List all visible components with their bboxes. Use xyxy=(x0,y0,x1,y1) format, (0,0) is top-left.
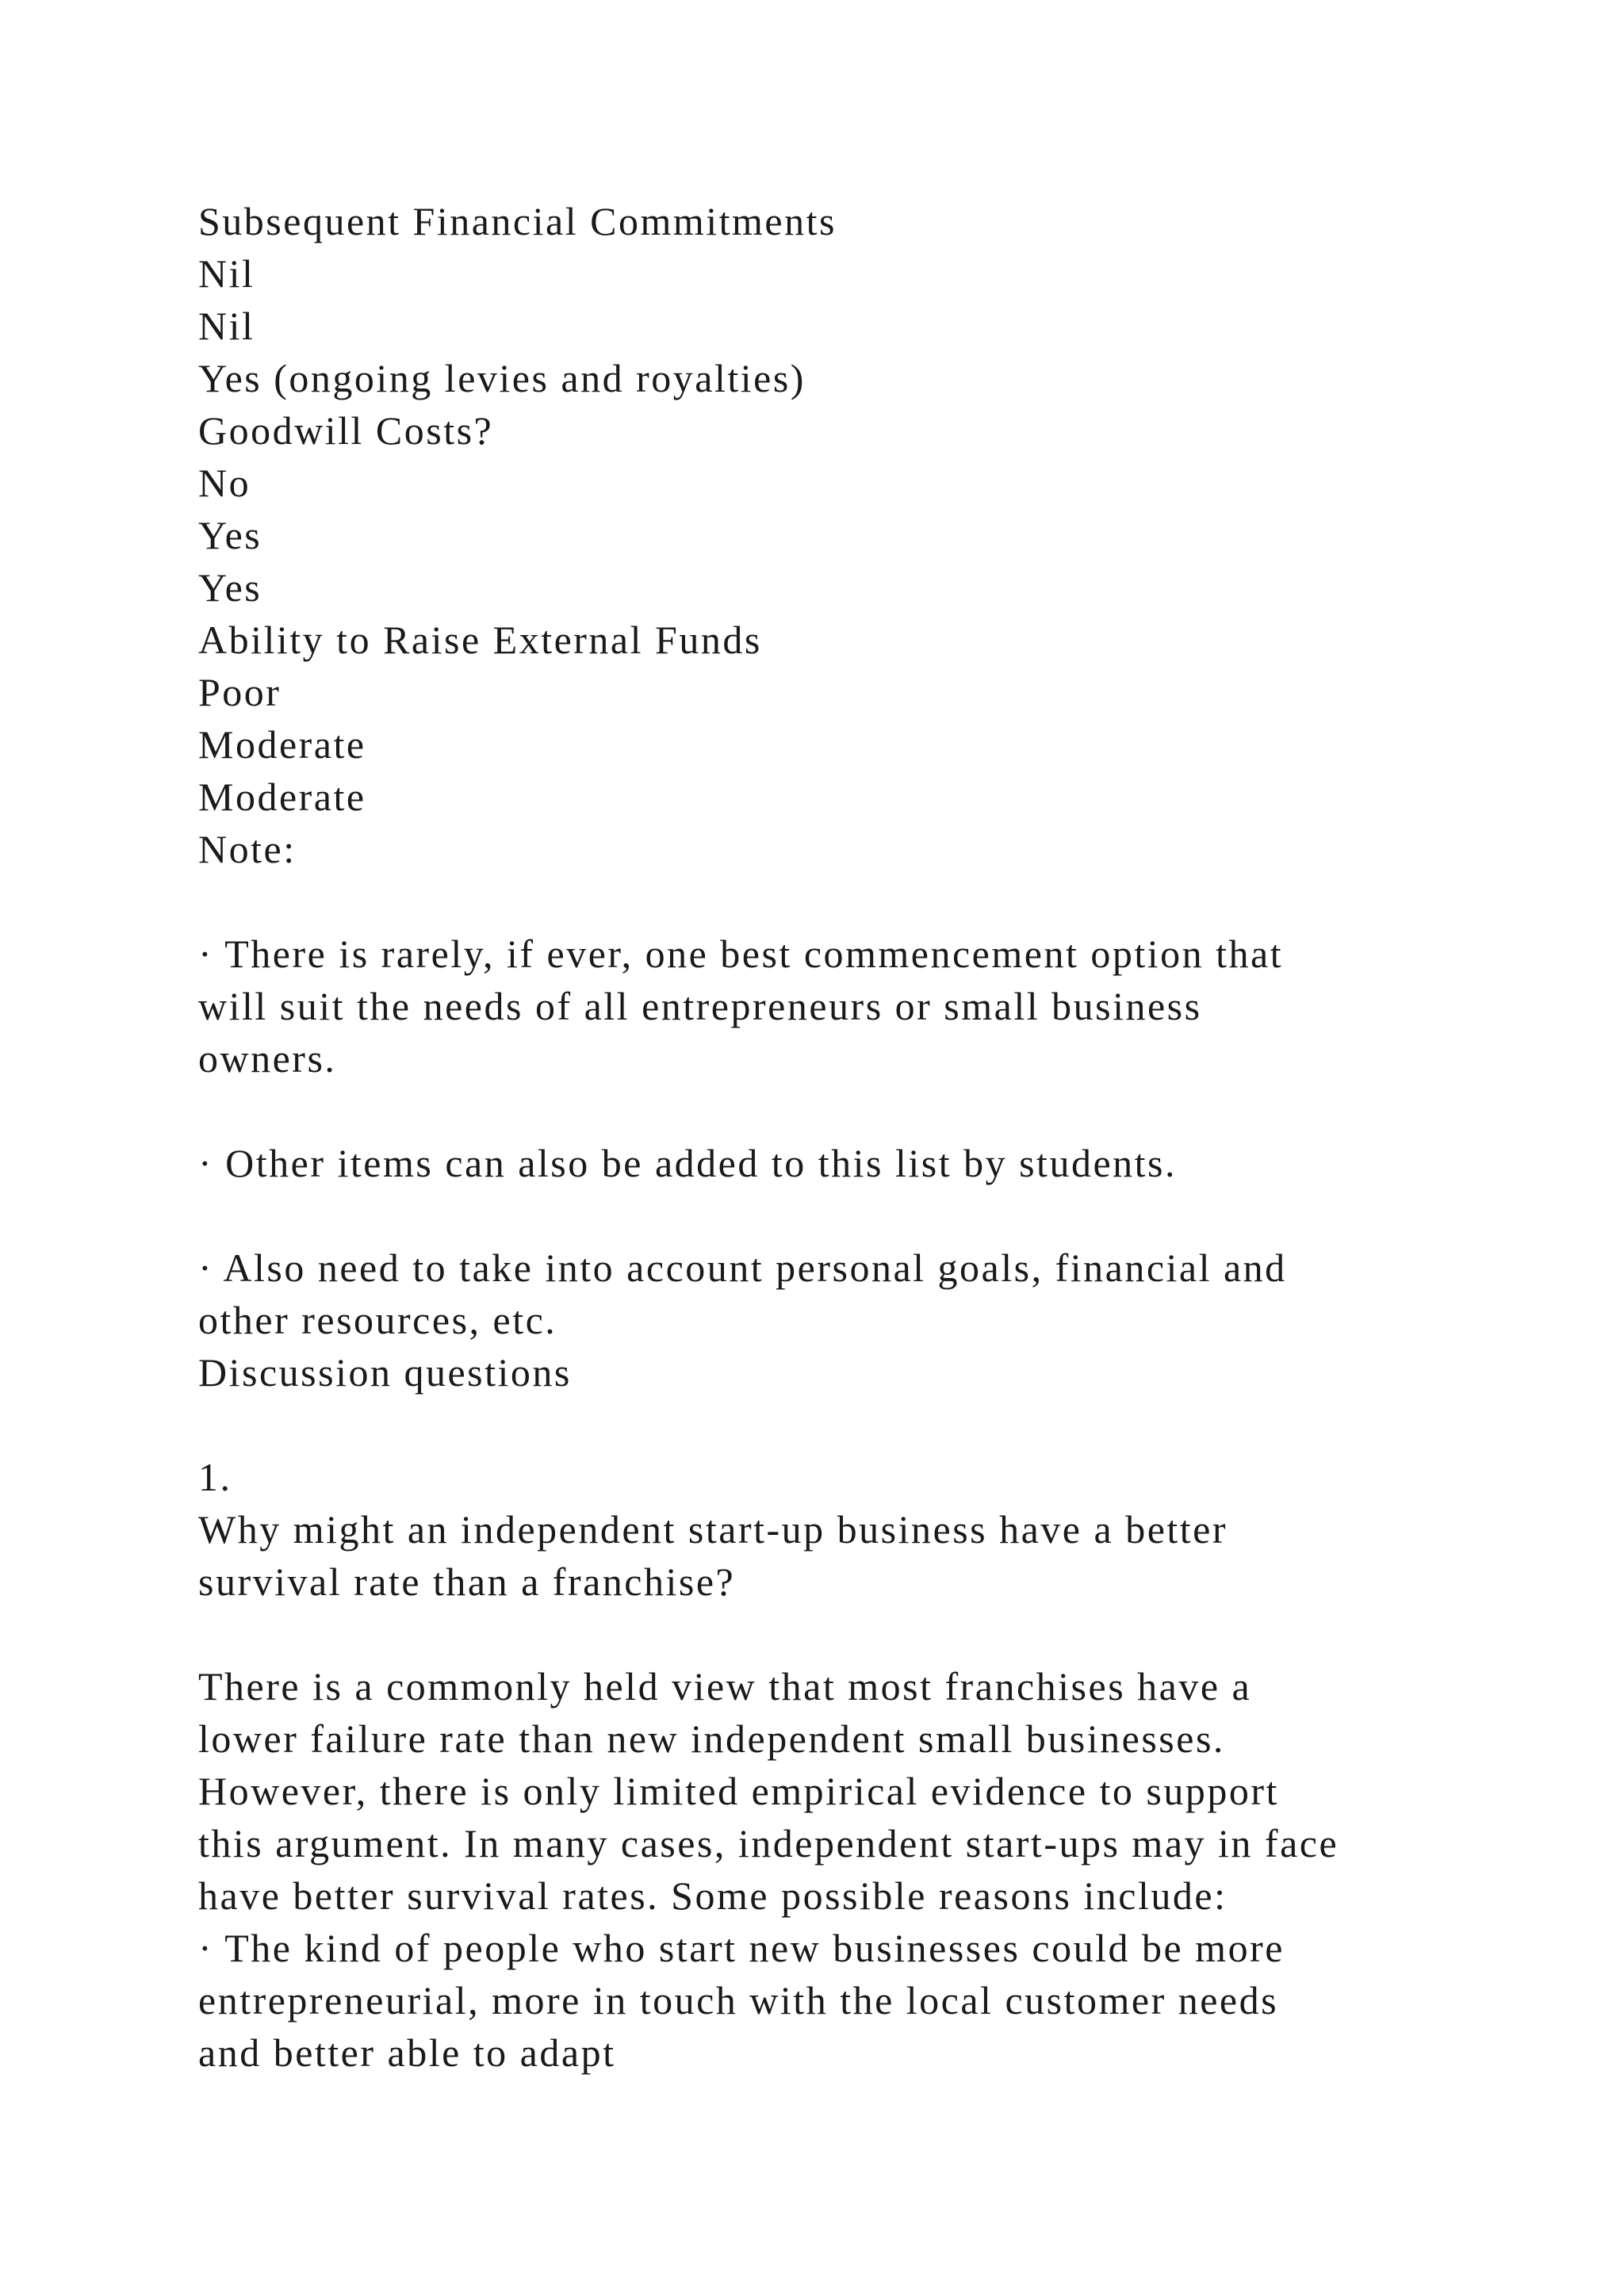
document-page xyxy=(198,195,1515,2079)
row-label: Subsequent Financial Commitments xyxy=(198,199,837,243)
answer-line: However, there is only limited empirical evidence to support xyxy=(198,1769,1279,1813)
answer-paragraph xyxy=(198,1660,1515,1922)
answer-line: There is a commonly held view that most franchises have a xyxy=(198,1664,1252,1709)
spacer xyxy=(198,1399,1515,1451)
bullet-line: other resources, etc. xyxy=(198,1298,557,1342)
comparison-row-financial-commitments xyxy=(198,195,1515,404)
row-value: Yes xyxy=(198,565,262,610)
row-value: No xyxy=(198,461,251,505)
bullet-line: · The kind of people who start new businesses could be more xyxy=(198,1926,1285,1970)
question-text xyxy=(198,1503,1515,1608)
comparison-row-goodwill-costs xyxy=(198,404,1515,614)
row-label: Goodwill Costs? xyxy=(198,408,494,453)
note-bullet xyxy=(198,1137,1515,1189)
row-value: Moderate xyxy=(198,722,366,767)
answer-line: this argument. In many cases, independent start-ups may in face xyxy=(198,1821,1339,1866)
row-value: Nil xyxy=(198,251,255,296)
question-number: 1. xyxy=(198,1455,232,1499)
question-line: Why might an independent start-up business have a better xyxy=(198,1507,1228,1552)
row-value: Poor xyxy=(198,670,282,714)
row-label: Ability to Raise External Funds xyxy=(198,618,762,662)
row-value: Yes xyxy=(198,513,262,557)
bullet-line: · There is rarely, if ever, one best commencement option that xyxy=(198,932,1284,976)
note-bullet xyxy=(198,1242,1515,1346)
spacer xyxy=(198,875,1515,928)
bullet-line: owners. xyxy=(198,1036,337,1081)
discussion-heading: Discussion questions xyxy=(198,1350,572,1395)
row-value: Nil xyxy=(198,304,255,348)
row-value: Yes (ongoing levies and royalties) xyxy=(198,356,806,400)
bullet-line: entrepreneurial, more in touch with the local customer needs xyxy=(198,1978,1279,2022)
spacer xyxy=(198,1085,1515,1137)
bullet-line: · Also need to take into account personal goals, financial and xyxy=(198,1246,1287,1290)
note-heading: Note: xyxy=(198,827,297,871)
spacer xyxy=(198,1189,1515,1242)
row-value: Moderate xyxy=(198,775,366,819)
reason-bullet xyxy=(198,1922,1515,2079)
comparison-row-external-funds xyxy=(198,614,1515,823)
answer-line: lower failure rate than new independent small businesses. xyxy=(198,1716,1225,1761)
bullet-line: · Other items can also be added to this list by students. xyxy=(198,1141,1177,1185)
note-bullet xyxy=(198,928,1515,1085)
bullet-line: will suit the needs of all entrepreneurs or small business xyxy=(198,984,1202,1028)
bullet-line: and better able to adapt xyxy=(198,2030,616,2075)
spacer xyxy=(198,1608,1515,1660)
question-line: survival rate than a franchise? xyxy=(198,1559,736,1604)
answer-line: have better survival rates. Some possible reasons include: xyxy=(198,1873,1228,1918)
